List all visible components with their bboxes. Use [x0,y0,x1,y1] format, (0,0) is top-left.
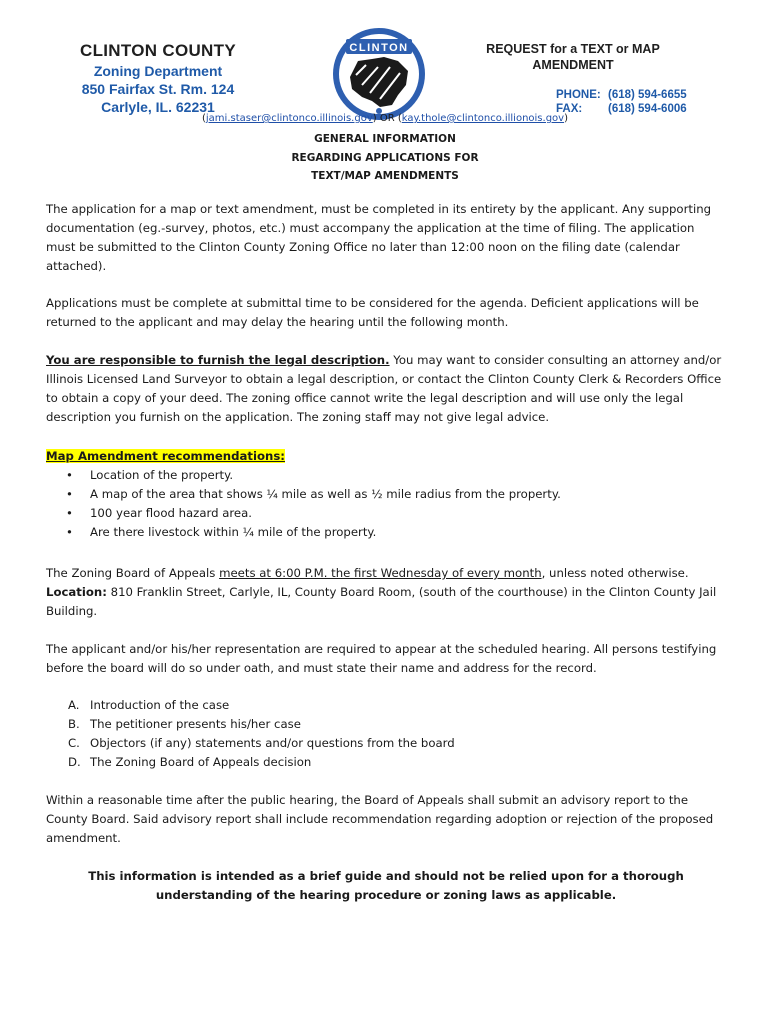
request-line-2: AMENDMENT [532,58,614,72]
fax-label: FAX: [556,103,583,115]
paragraph-text: Applications must be complete at submittal time to be considered for the agenda. Deficient applications will be returned to the applicant and may delay the hearing until the following month. [46,296,699,329]
list-item [46,753,726,772]
county-name: CLINTON COUNTY [80,41,236,60]
list-item: • A map of the area that shows ¼ mile as well as ½ mile radius from the property. [46,485,726,504]
street-address: 850 Fairfax St. Rm. 124 [81,81,235,97]
county-seal-logo [332,27,426,121]
list-item-text: The petitioner presents his/her case [90,717,301,731]
fax-number: (618) 594-6006 [608,103,687,115]
email-link-staser[interactable]: jami.staser@clintonco.illinois.gov [205,113,373,124]
phone-label: PHONE: [556,89,601,101]
legal-description-text: You may want to consider consulting an attorney and/or Illinois Licensed Land Surveyor to obtain a legal description, or contact the Clinton County Clerk & Recorders Office to obtain a copy of your deed. The zoning office cannot write the legal description and will use only the legal description you furnish on the application. The zoning staff may not give legal advice. [46,353,722,424]
list-item [46,715,726,734]
disclaimer-text: This information is intended as a brief guide and should not be relied upon for a thorough understanding of the hearing procedure or zoning laws as applicable. [88,869,684,902]
advisory-report-paragraph [46,791,726,848]
office-address-block [58,40,258,116]
list-marker: C. [68,736,80,750]
email-close-paren: ) [564,113,568,124]
meeting-text-b: , unless noted otherwise. [541,566,689,580]
contact-emails [0,112,770,125]
city-state-zip: Carlyle, IL. 62231 [101,99,215,115]
legal-description-lead: You are responsible to furnish the legal description. [46,353,390,367]
list-marker: D. [68,755,81,769]
seal-text: CLINTON [349,42,409,54]
list-item [46,696,726,715]
map-recommendations-list [46,466,726,542]
email-link-thole[interactable]: kay.thole@clintonco.illionois.gov [401,113,565,124]
legal-description-paragraph [46,351,726,427]
location-text: 810 Franklin Street, Carlyle, IL, County Board Room, (south of the courthouse) in the Clinton County Jail Building. [46,585,717,618]
hearing-steps-list [46,696,726,772]
meeting-text-a: The Zoning Board of Appeals [46,566,220,580]
map-recommendations-section [46,447,726,542]
paragraph-text: The application for a map or text amendment, must be completed in its entirety by the applicant. Any supporting documentation (eg.-survey, photos, etc.) must accompany the application at the time of filing. The application must be submitted to the Clinton County Zoning Office no later than 12:00 noon on the filing date (calendar attached). [46,202,712,273]
paragraph-text: Within a reasonable time after the public hearing, the Board of Appeals shall submit an advisory report to the County Board. Said advisory report shall include recommendation regarding adoption or rejection of the proposed amendment. [46,793,714,845]
paragraph-text: The applicant and/or his/her representation are required to appear at the scheduled hearing. All persons testifying before the board will do so under oath, and must state their name and address for the record. [46,642,717,675]
meeting-time: meets at 6:00 P.M. the first Wednesday of every month [219,566,542,580]
list-marker: B. [68,717,80,731]
list-item-text: Objectors (if any) statements and/or questions from the board [90,736,455,750]
title-line-2: REGARDING APPLICATIONS FOR [291,151,479,164]
title-line-3: TEXT/MAP AMENDMENTS [311,170,459,182]
list-item-text: Introduction of the case [90,698,230,712]
meeting-schedule-paragraph [46,564,726,621]
completeness-paragraph [46,294,726,332]
phone-number: (618) 594-6655 [608,89,687,101]
title-line-1: GENERAL INFORMATION [314,133,456,145]
disclaimer-note [46,867,726,905]
department-name: Zoning Department [93,63,223,79]
request-title-block [478,41,718,115]
location-label: Location: [46,585,107,599]
hearing-steps-section [46,696,726,772]
document-title [0,130,770,186]
list-item [46,734,726,753]
filing-requirements-paragraph [46,200,726,276]
list-item-text: The Zoning Board of Appeals decision [90,755,312,769]
list-marker: A. [68,698,80,712]
list-item: • Location of the property. [46,466,726,485]
map-recommendations-heading: Map Amendment recommendations: [46,449,285,463]
email-separator: ) OR ( [372,113,402,124]
request-line-1: REQUEST for a TEXT or MAP [486,42,660,56]
email-open-paren: ( [201,113,206,124]
list-item: • Are there livestock within ¼ mile of the property. [46,523,726,542]
attendance-paragraph [46,640,726,678]
list-item: • 100 year flood hazard area. [46,504,726,523]
